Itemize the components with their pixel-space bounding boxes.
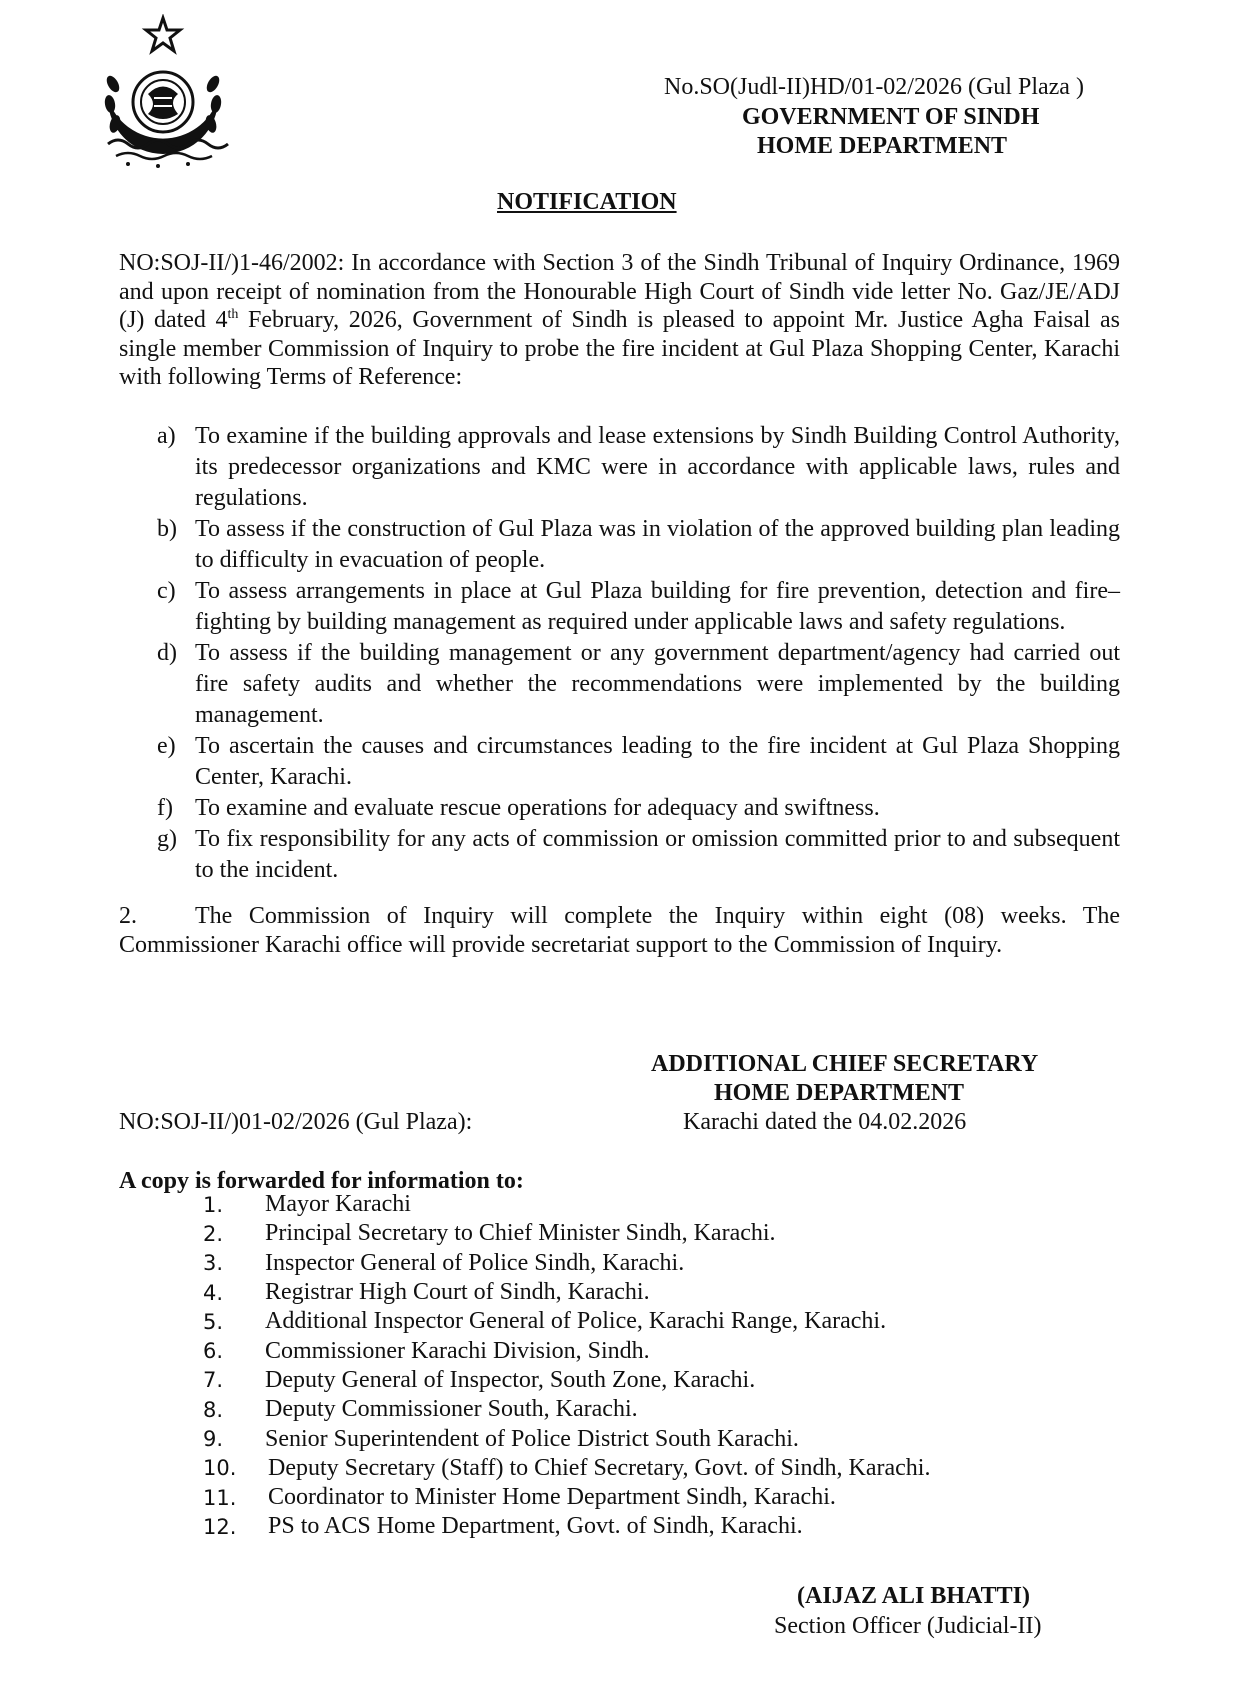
list-item-number: 5. [203,1309,224,1334]
list-item [119,731,1120,793]
intro-paragraph [119,249,1120,392]
list-item [203,1336,930,1365]
list-item-text: To assess if the building management or any government department/agency had carried out fire safety audits and whether the recommendations were implemented by the building management. [195,640,1120,728]
list-item-text: To examine if the building approvals and lease extensions by Sindh Building Control Authority, its predecessor organizations and KMC were in accordance with applicable laws, rules and regulations. [195,423,1120,511]
list-item-letter: b) [157,516,177,542]
list-item [203,1190,930,1219]
list-item-text: Inspector General of Police Sindh, Karachi. [265,1249,685,1276]
list-item [203,1278,930,1307]
list-item [203,1512,930,1541]
list-item [119,421,1120,514]
list-item-number: 11. [203,1485,237,1510]
list-item [203,1219,930,1248]
list-item-number: 2. [203,1221,224,1246]
list-item [203,1395,930,1424]
sindh-government-seal [88,14,238,186]
list-item [119,824,1120,886]
list-item-number: 3. [203,1251,224,1276]
list-item-number: 1. [203,1192,224,1217]
list-item-letter: g) [157,826,177,852]
intro-text-part2: February, 2026, Government of Sindh is pleased to appoint Mr. Justice Agha Faisal as single member Commission of Inquiry to probe the fire incident at Gul Plaza Shopping Center, Karachi with following Terms of Reference: [119,307,1120,390]
officer-designation: Section Officer (Judicial-II) [774,1613,1042,1639]
list-item-letter: c) [157,578,176,604]
intro-reference: NO:SOJ-II/)1-46/2002: [119,250,345,276]
list-item-text: To examine and evaluate rescue operations for adequacy and swiftness. [195,795,880,821]
list-item-number: 4. [203,1280,224,1305]
list-item [119,638,1120,731]
list-item-text: To assess if the construction of Gul Plaza was in violation of the approved building plan leading to difficulty in evacuation of people. [195,516,1120,573]
list-item [119,793,1120,824]
paragraph-number: 2. [119,903,137,929]
list-item-text: Additional Inspector General of Police, Karachi Range, Karachi. [265,1308,887,1335]
date-superscript: th [227,307,239,322]
list-item-number: 7. [203,1368,224,1393]
officer-name: (AIJAZ ALI BHATTI) [797,1583,1030,1609]
list-item-text: To ascertain the causes and circumstances leading to the fire incident at Gul Plaza Shopping Center, Karachi. [195,733,1120,790]
list-item-number: 12. [203,1514,237,1539]
copy-heading: A copy is forwarded for information to: [119,1168,524,1194]
list-item-number: 8. [203,1397,224,1422]
list-item [203,1366,930,1395]
signatory-department: HOME DEPARTMENT [714,1080,965,1106]
list-item-letter: d) [157,640,177,666]
list-item-letter: f) [157,795,173,821]
list-item-text: Coordinator to Minister Home Department Sindh, Karachi. [268,1484,836,1511]
date-line: Karachi dated the 04.02.2026 [683,1109,967,1135]
list-item-text: Deputy Secretary (Staff) to Chief Secretary, Govt. of Sindh, Karachi. [268,1454,931,1481]
list-item-text: Mayor Karachi [265,1191,411,1218]
list-item-text: To fix responsibility for any acts of commission or omission committed prior to and subsequent to the incident. [195,826,1120,883]
list-item [119,576,1120,638]
list-item [203,1249,930,1278]
copy-reference-number: NO:SOJ-II/)01-02/2026 (Gul Plaza): [119,1109,473,1135]
list-item [203,1454,930,1483]
copy-recipient-list [203,1190,930,1542]
list-item [203,1424,930,1453]
notification-title: NOTIFICATION [497,189,677,215]
list-item [203,1483,930,1512]
paragraph-two-text: The Commission of Inquiry will complete the Inquiry within eight (08) weeks. The Commissioner Karachi office will provide secretariat support to the Commission of Inquiry. [119,903,1120,958]
list-item [203,1307,930,1336]
list-item-number: 9. [203,1427,224,1452]
list-item-text: Registrar High Court of Sindh, Karachi. [265,1279,650,1306]
terms-of-reference-list [119,421,1120,886]
list-item-text: To assess arrangements in place at Gul Plaza building for fire prevention, detection and fire–fighting by building management as required under applicable laws and safety regulations. [195,578,1120,635]
list-item-letter: e) [157,733,176,759]
government-heading: GOVERNMENT OF SINDH [742,104,1040,130]
list-item-text: Principal Secretary to Chief Minister Sindh, Karachi. [265,1220,776,1247]
list-item-text: Deputy Commissioner South, Karachi. [265,1396,638,1423]
list-item-text: Senior Superintendent of Police District South Karachi. [265,1425,799,1452]
list-item-text: Deputy General of Inspector, South Zone, Karachi. [265,1366,756,1393]
list-item-number: 10. [203,1456,237,1481]
paragraph-two [119,902,1120,959]
notification-reference-number: No.SO(Judl-II)HD/01-02/2026 (Gul Plaza ) [664,74,1084,100]
list-item-letter: a) [157,423,176,449]
list-item-text: Commissioner Karachi Division, Sindh. [265,1337,650,1364]
list-item-text: PS to ACS Home Department, Govt. of Sindh, Karachi. [268,1513,803,1540]
list-item [119,514,1120,576]
signatory-title: ADDITIONAL CHIEF SECRETARY [651,1051,1039,1077]
department-heading: HOME DEPARTMENT [757,133,1008,159]
list-item-number: 6. [203,1339,224,1364]
intro-text-part1: In accordance with Section 3 of the Sindh Tribunal of Inquiry Ordinance, 1969 and upon receipt of nomination from the Honourable High Court of Sindh vide letter No. Gaz/JE/ADJ (J) dated 4 [119,250,1120,333]
